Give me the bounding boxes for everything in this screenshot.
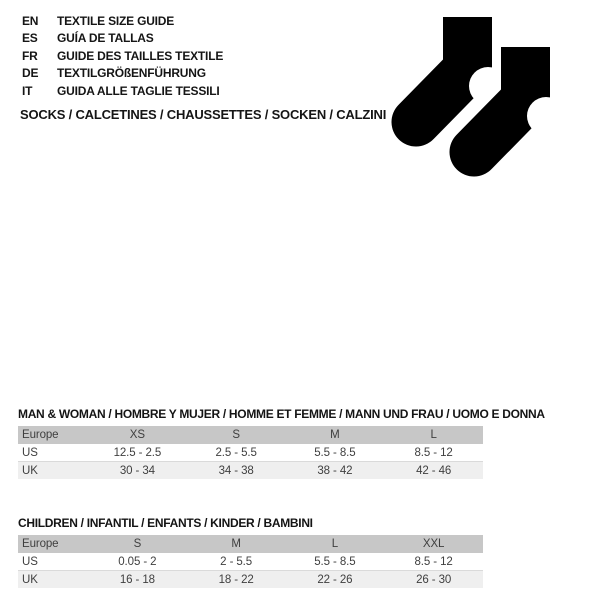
size-cell: 2 - 5.5 xyxy=(187,553,286,571)
region-label: US xyxy=(18,444,88,462)
column-header: Europe xyxy=(22,429,59,441)
column-header: L xyxy=(331,538,339,550)
table-row xyxy=(18,553,483,571)
size-cell: 8.5 - 12 xyxy=(384,553,483,571)
category-heading: SOCKS / CALCETINES / CHAUSSETTES / SOCKEN / CALZINI xyxy=(20,107,387,122)
size-cell: 34 - 38 xyxy=(218,464,254,477)
size-cell: 16 - 18 xyxy=(119,573,155,586)
size-tables xyxy=(18,407,545,588)
size-cell: 22 - 26 xyxy=(317,573,353,586)
region-label: US xyxy=(18,553,88,571)
column-header: L xyxy=(430,429,437,441)
table-title-man-woman: MAN & WOMAN / HOMBRE Y MUJER / HOMME ET FEMME / MANN UND FRAU / UOMO E DONNA xyxy=(18,407,545,421)
size-cell: 8.5 - 12 xyxy=(384,444,483,462)
size-cell: 2.5 - 5.5 xyxy=(187,444,286,462)
table-row xyxy=(18,571,483,589)
column-header: Europe xyxy=(22,538,59,550)
size-cell: 12.5 - 2.5 xyxy=(88,444,187,462)
language-code: ES xyxy=(22,31,38,46)
language-row xyxy=(22,13,223,30)
language-code: EN xyxy=(22,14,39,28)
column-header: XXL xyxy=(422,538,445,550)
table-header-row xyxy=(18,535,483,553)
size-cell: 26 - 30 xyxy=(416,573,452,586)
size-cell: 38 - 42 xyxy=(317,464,353,477)
language-code: IT xyxy=(22,83,33,98)
size-cell: 42 - 46 xyxy=(416,464,452,477)
language-label: TEXTILE SIZE GUIDE xyxy=(57,14,175,28)
size-cell: 18 - 22 xyxy=(218,573,254,586)
language-label: GUÍA DE TALLAS xyxy=(57,31,154,46)
column-header: M xyxy=(330,429,340,441)
size-cell: 5.5 - 8.5 xyxy=(286,553,385,571)
language-label: GUIDE DES TAILLES TEXTILE xyxy=(57,48,224,63)
table-header-row xyxy=(18,426,483,444)
language-code: FR xyxy=(22,48,38,63)
language-row xyxy=(22,83,223,100)
size-cell: 5.5 - 8.5 xyxy=(286,444,385,462)
language-row xyxy=(22,30,223,47)
socks-icon xyxy=(385,5,570,190)
language-row xyxy=(22,65,223,82)
language-label: GUIDA ALLE TAGLIE TESSILI xyxy=(57,83,220,98)
size-cell: 0.05 - 2 xyxy=(88,553,187,571)
language-list xyxy=(22,13,223,100)
size-table-children xyxy=(18,535,483,588)
column-header: M xyxy=(231,538,241,550)
language-row xyxy=(22,48,223,65)
table-title-children: CHILDREN / INFANTIL / ENFANTS / KINDER / BAMBINI xyxy=(18,516,313,530)
table-row xyxy=(18,462,483,480)
column-header: XS xyxy=(129,429,145,441)
size-table-man-woman xyxy=(18,426,483,479)
size-cell: 30 - 34 xyxy=(119,464,155,477)
language-label: TEXTILGRÖßENFÜHRUNG xyxy=(57,66,206,81)
table-row xyxy=(18,444,483,462)
column-header: S xyxy=(133,538,142,550)
language-code: DE xyxy=(22,66,39,81)
region-label: UK xyxy=(22,464,38,477)
region-label: UK xyxy=(22,573,38,586)
column-header: S xyxy=(232,429,240,441)
